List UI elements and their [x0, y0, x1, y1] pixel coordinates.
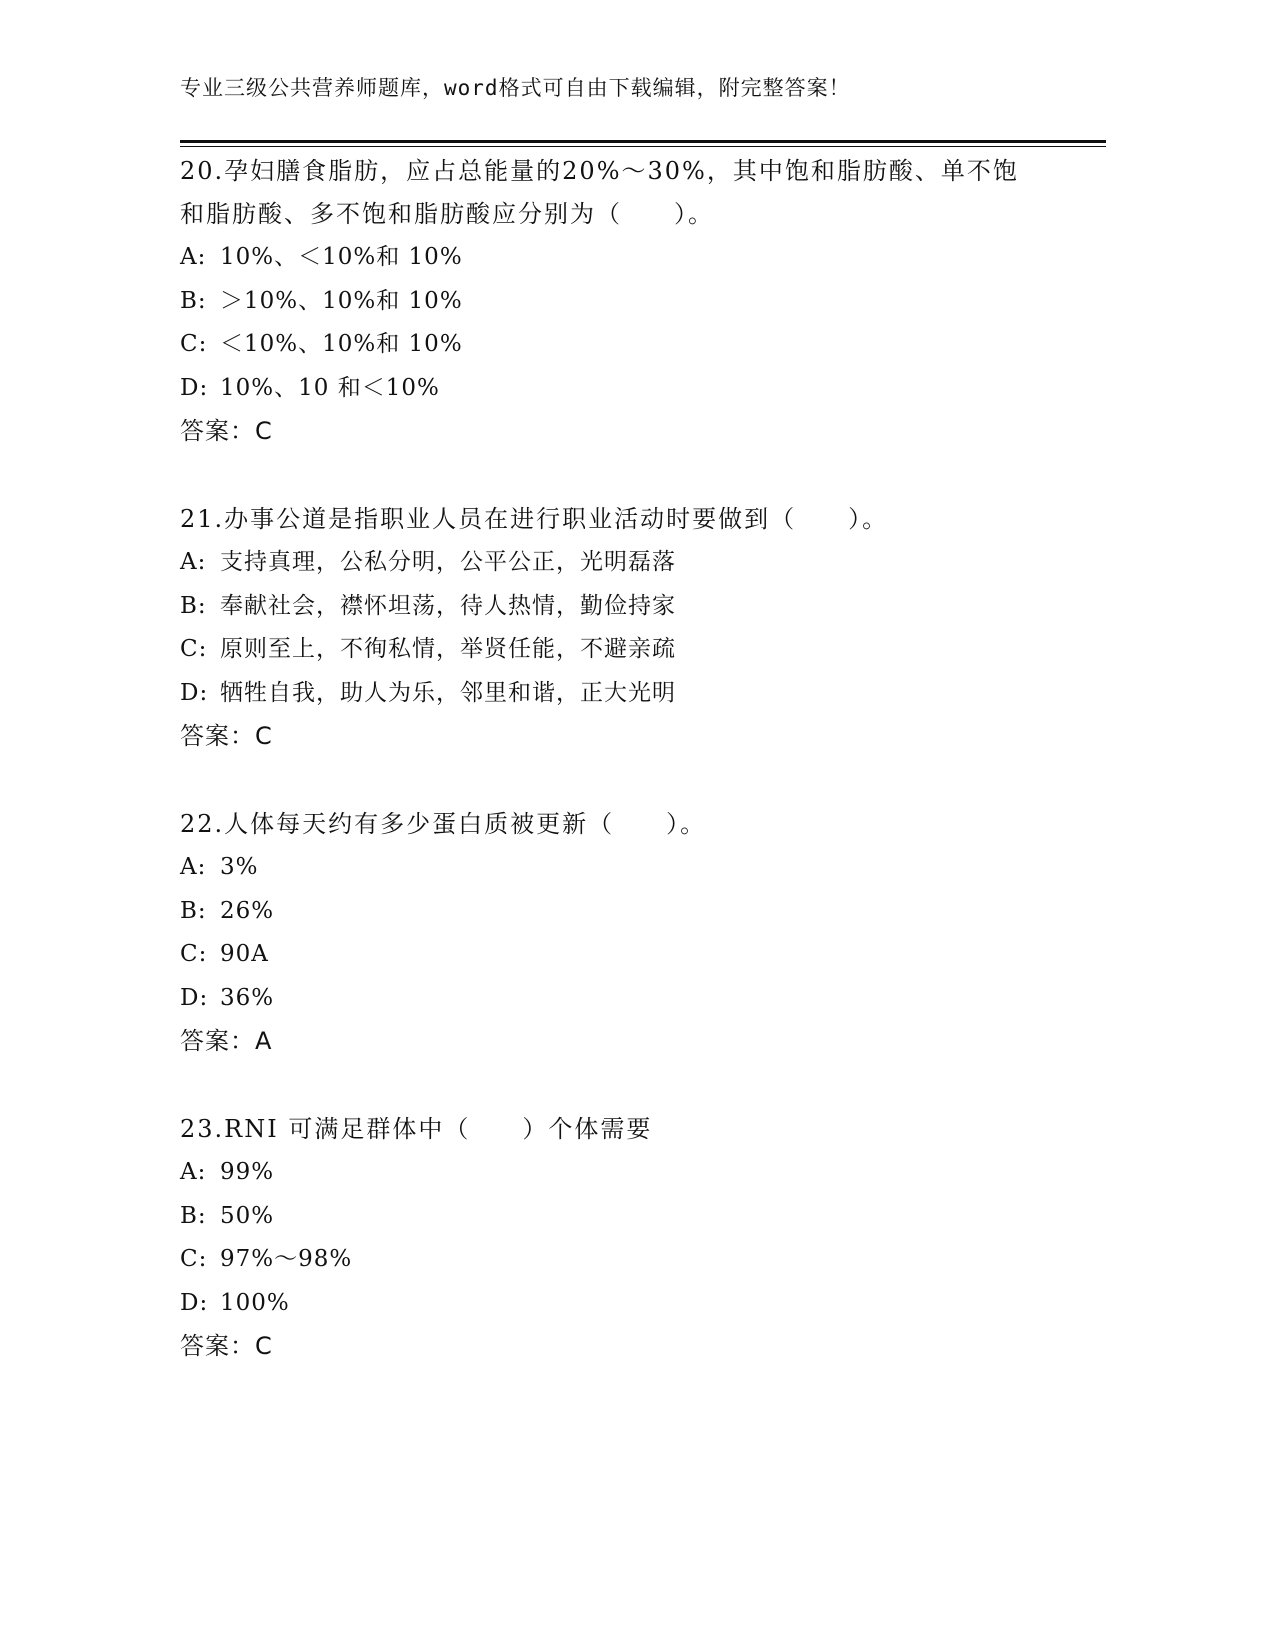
answer-line: 答案：C — [180, 1332, 273, 1360]
question-23 — [180, 1108, 1080, 1368]
answer-line: 答案：C — [180, 417, 273, 445]
option-letter: D: — [180, 374, 209, 401]
option-letter: C: — [180, 1246, 208, 1272]
header-rule-thin — [180, 146, 1106, 147]
option-text: 10%、10 和＜10% — [220, 374, 440, 401]
option-b — [180, 585, 1080, 629]
option-text: 100% — [220, 1289, 290, 1316]
option-letter: C: — [180, 636, 208, 662]
option-text: ＜10%、10%和 10% — [220, 331, 463, 357]
option-letter: B: — [180, 287, 207, 314]
option-letter: A: — [180, 549, 207, 575]
question-22 — [180, 803, 1080, 1063]
option-letter: B: — [180, 592, 207, 619]
option-c — [180, 628, 1080, 672]
question-21 — [180, 498, 1080, 758]
option-letter: B: — [180, 897, 207, 924]
option-letter: C: — [180, 331, 208, 357]
option-b — [180, 890, 1080, 934]
header-rule-thick — [180, 140, 1106, 143]
option-text: 牺牲自我，助人为乐，邻里和谐，正大光明 — [220, 679, 676, 706]
option-a — [180, 236, 1080, 280]
option-b — [180, 280, 1080, 324]
question-stem: 20.孕妇膳食脂肪，应占总能量的20%～30%，其中饱和脂肪酸、单不饱 — [180, 157, 1019, 185]
option-text: 10%、＜10%和 10% — [220, 244, 463, 270]
option-c — [180, 933, 1080, 977]
option-d — [180, 977, 1080, 1021]
option-text: ＞10%、10%和 10% — [220, 287, 463, 314]
answer-line: 答案：A — [180, 1027, 273, 1055]
option-letter: D: — [180, 1289, 209, 1316]
option-letter: B: — [180, 1202, 207, 1229]
question-20 — [180, 150, 1080, 453]
option-text: 90A — [220, 941, 269, 967]
option-letter: D: — [180, 679, 209, 706]
option-text: 3% — [220, 854, 259, 880]
option-letter: A: — [180, 854, 207, 880]
option-letter: C: — [180, 941, 208, 967]
question-stem: 22.人体每天约有多少蛋白质被更新（ ）。 — [180, 810, 707, 838]
page-header: 专业三级公共营养师题库，word格式可自由下载编辑，附完整答案！ — [180, 76, 851, 100]
option-letter: D: — [180, 984, 209, 1011]
option-d — [180, 367, 1080, 411]
option-text: 奉献社会，襟怀坦荡，待人热情，勤俭持家 — [220, 592, 676, 619]
option-text: 36% — [220, 984, 275, 1011]
option-c — [180, 323, 1080, 367]
option-d — [180, 1282, 1080, 1326]
answer-line: 答案：C — [180, 722, 273, 750]
option-text: 50% — [220, 1202, 275, 1229]
option-text: 26% — [220, 897, 275, 924]
question-stem: 23.RNI 可满足群体中（ ）个体需要 — [180, 1115, 653, 1143]
option-text: 支持真理，公私分明，公平公正，光明磊落 — [220, 549, 676, 575]
option-a — [180, 541, 1080, 585]
question-stem-continued: 和脂肪酸、多不饱和脂肪酸应分别为（ ）。 — [180, 200, 714, 228]
option-b — [180, 1195, 1080, 1239]
question-stem: 21.办事公道是指职业人员在进行职业活动时要做到（ ）。 — [180, 505, 889, 533]
option-d — [180, 672, 1080, 716]
option-text: 原则至上，不徇私情，举贤任能，不避亲疏 — [220, 636, 676, 662]
option-text: 99% — [220, 1159, 275, 1185]
option-letter: A: — [180, 1159, 207, 1185]
option-letter: A: — [180, 244, 207, 270]
option-a — [180, 846, 1080, 890]
option-text: 97%～98% — [220, 1246, 353, 1272]
option-c — [180, 1238, 1080, 1282]
option-a — [180, 1151, 1080, 1195]
